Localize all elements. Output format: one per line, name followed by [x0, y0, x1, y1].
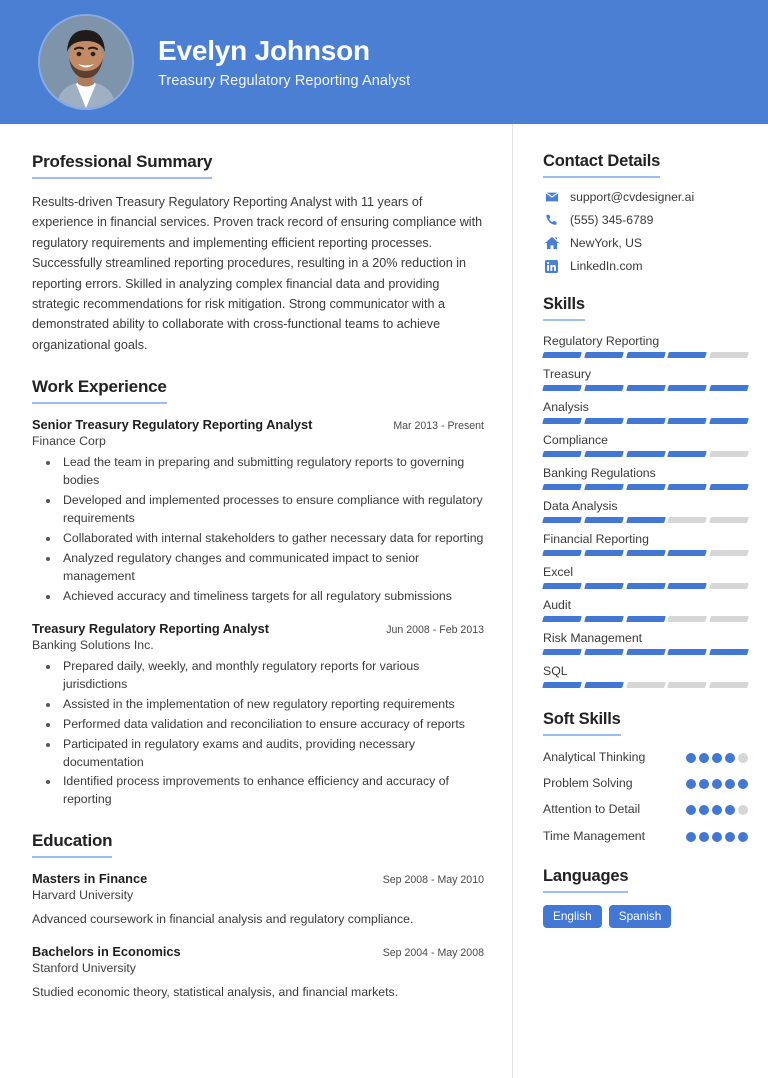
rating-dot	[712, 779, 722, 789]
soft-skill-item	[543, 828, 748, 845]
skill-bar-segment	[709, 352, 749, 358]
skill-item	[543, 466, 748, 490]
skill-bar-segment	[668, 550, 708, 556]
skill-bar-segment	[542, 517, 582, 523]
skill-bar-segment	[626, 550, 666, 556]
section-work-experience	[32, 377, 484, 809]
contact-value: (555) 345-6789	[570, 213, 654, 227]
resume-header	[0, 0, 768, 124]
skill-bar-segment	[584, 583, 624, 589]
soft-skill-item	[543, 749, 748, 766]
skill-level-bar	[543, 352, 748, 358]
skill-bar-segment	[626, 583, 666, 589]
skill-bar-segment	[542, 484, 582, 490]
skill-level-bar	[543, 517, 748, 523]
education-entry	[32, 944, 484, 1001]
experience-entry	[32, 621, 484, 810]
rating-dot	[738, 753, 748, 763]
experience-bullet: • Lead the team in preparing and submitting regulatory reports to governing bodies	[60, 454, 484, 490]
education-school: Stanford University	[32, 960, 136, 975]
skill-bar-segment	[668, 682, 708, 688]
professional-summary-text: Results-driven Treasury Regulatory Reporting Analyst with 11 years of experience in financial services. Proven track record of ensuring compliance with regulatory requirements and implementing efficient reporting processes. Successfully streamlined reporting procedures, resulting in a 20% reduction in reporting errors. Skilled in analyzing complex financial data and providing strategic recommendations for risk mitigation. Strong communicator with a demonstrated ability to collaborate with cross-functional teams to achieve organizational goals.	[32, 195, 483, 352]
education-degree: Bachelors in Economics	[32, 943, 181, 959]
skill-bar-segment	[584, 418, 624, 424]
education-list	[32, 871, 484, 1001]
section-contact-details	[543, 152, 748, 273]
skill-item	[543, 565, 748, 589]
skill-bar-segment	[709, 451, 749, 457]
skill-bar-segment	[668, 385, 708, 391]
skill-item	[543, 367, 748, 391]
soft-skill-label: Analytical Thinking	[543, 750, 646, 764]
experience-date: Jun 2008 - Feb 2013	[386, 623, 484, 636]
rating-dot	[738, 805, 748, 815]
soft-skill-label: Time Management	[543, 828, 646, 843]
experience-entry	[32, 417, 484, 606]
home-icon	[543, 236, 560, 250]
skill-label: Treasury	[543, 367, 592, 381]
skill-item	[543, 499, 748, 523]
skill-bar-segment	[709, 583, 749, 589]
skill-label: Excel	[543, 565, 574, 579]
right-column	[513, 124, 768, 1078]
section-title-work-experience: Work Experience	[32, 377, 167, 404]
skill-label: Audit	[543, 598, 572, 612]
section-title-languages: Languages	[543, 867, 628, 893]
skill-level-bar	[543, 484, 748, 490]
skill-bar-segment	[626, 352, 666, 358]
skill-bar-segment	[542, 352, 582, 358]
skill-bar-segment	[584, 451, 624, 457]
skill-bar-segment	[542, 418, 582, 424]
experience-bullet: • Participated in regulatory exams and audits, providing necessary documentation	[60, 736, 484, 772]
soft-skill-rating-dots	[686, 749, 748, 763]
education-entry-header	[32, 944, 484, 959]
skill-item	[543, 532, 748, 556]
section-education	[32, 831, 484, 1001]
rating-dot	[699, 805, 709, 815]
skill-bar-segment	[709, 517, 749, 523]
skill-label: Financial Reporting	[543, 532, 649, 546]
skill-level-bar	[543, 550, 748, 556]
section-languages	[543, 867, 748, 928]
education-description: Advanced coursework in financial analysis and regulatory compliance.	[32, 912, 414, 927]
skill-item	[543, 631, 748, 655]
skill-bar-segment	[542, 682, 582, 688]
education-entry-header	[32, 871, 484, 886]
experience-bullet: • Prepared daily, weekly, and monthly regulatory reports for various jurisdictions	[60, 658, 484, 694]
skill-bar-segment	[668, 649, 708, 655]
soft-skill-label: Attention to Detail	[543, 802, 641, 817]
education-description: Studied economic theory, statistical analysis, and financial markets.	[32, 984, 399, 999]
skill-label: SQL	[543, 664, 568, 678]
soft-skill-label: Problem Solving	[543, 776, 633, 791]
skill-level-bar	[543, 418, 748, 424]
skill-bar-segment	[668, 451, 708, 457]
skill-bar-segment	[668, 616, 708, 622]
rating-dot	[725, 805, 735, 815]
skill-bar-segment	[668, 352, 708, 358]
language-chip: English	[543, 905, 602, 928]
section-title-professional-summary: Professional Summary	[32, 152, 212, 179]
rating-dot	[725, 753, 735, 763]
skill-bar-segment	[626, 616, 666, 622]
experience-bullet: • Identified process improvements to enhance efficiency and accuracy of reporting	[60, 773, 484, 809]
skill-bar-segment	[584, 616, 624, 622]
section-title-contact-details: Contact Details	[543, 152, 660, 178]
skill-bar-segment	[584, 550, 624, 556]
skill-bar-segment	[584, 682, 624, 688]
rating-dot	[738, 779, 748, 789]
skill-bar-segment	[626, 649, 666, 655]
rating-dot	[699, 779, 709, 789]
experience-entry-header	[32, 621, 484, 636]
skill-level-bar	[543, 682, 748, 688]
person-name: Evelyn Johnson	[158, 34, 370, 66]
rating-dot	[738, 832, 748, 842]
skill-item	[543, 598, 748, 622]
rating-dot	[686, 779, 696, 789]
rating-dot	[686, 753, 696, 763]
education-date: Sep 2008 - May 2010	[382, 874, 484, 887]
skill-item	[543, 433, 748, 457]
section-skills	[543, 295, 748, 688]
skill-bar-segment	[584, 352, 624, 358]
experience-bullet-list	[48, 658, 484, 810]
contact-row[interactable]	[543, 236, 748, 250]
skill-bar-segment	[709, 682, 749, 688]
section-professional-summary	[32, 152, 484, 355]
contact-row[interactable]	[543, 213, 748, 227]
rating-dot	[725, 779, 735, 789]
skill-item	[543, 664, 748, 688]
skill-bar-segment	[626, 385, 666, 391]
skill-bar-segment	[709, 418, 749, 424]
skill-bar-segment	[542, 550, 582, 556]
skill-bar-segment	[626, 517, 666, 523]
soft-skill-item	[543, 775, 748, 792]
skill-level-bar	[543, 451, 748, 457]
soft-skill-item	[543, 801, 748, 818]
skill-level-bar	[543, 385, 748, 391]
left-column	[0, 124, 513, 1078]
rating-dot	[712, 753, 722, 763]
contact-value: LinkedIn.com	[570, 259, 643, 273]
phone-icon	[543, 213, 560, 227]
skill-bar-segment	[668, 418, 708, 424]
skill-bar-segment	[584, 484, 624, 490]
person-job-title: Treasury Regulatory Reporting Analyst	[158, 73, 411, 90]
languages-list	[543, 905, 748, 928]
rating-dot	[686, 805, 696, 815]
skills-list	[543, 334, 748, 688]
experience-bullet: • Collaborated with internal stakeholders to gather necessary data for reporting	[60, 530, 484, 548]
skill-item	[543, 334, 748, 358]
section-title-skills: Skills	[543, 295, 585, 321]
skill-bar-segment	[709, 649, 749, 655]
skill-bar-segment	[584, 649, 624, 655]
skill-bar-segment	[668, 484, 708, 490]
rating-dot	[712, 805, 722, 815]
experience-bullet: • Achieved accuracy and timeliness targets for all regulatory submissions	[60, 588, 484, 606]
skill-bar-segment	[668, 583, 708, 589]
education-school: Harvard University	[32, 888, 134, 903]
soft-skill-rating-dots	[686, 801, 748, 815]
education-date: Sep 2004 - May 2008	[382, 946, 484, 959]
skill-level-bar	[543, 649, 748, 655]
experience-list	[32, 417, 484, 809]
rating-dot	[686, 832, 696, 842]
skill-bar-segment	[542, 451, 582, 457]
skill-bar-segment	[709, 385, 749, 391]
resume-body	[0, 124, 768, 1078]
experience-bullet: • Performed data validation and reconciliation to ensure accuracy of reports	[60, 716, 484, 734]
envelope-icon	[543, 190, 560, 204]
skill-bar-segment	[584, 517, 624, 523]
skill-bar-segment	[709, 616, 749, 622]
soft-skills-list	[543, 749, 748, 845]
skill-bar-segment	[668, 517, 708, 523]
experience-role: Senior Treasury Regulatory Reporting Analyst	[32, 417, 313, 433]
contact-row[interactable]	[543, 259, 748, 273]
header-text-block	[158, 35, 410, 89]
language-chip: Spanish	[609, 905, 672, 928]
section-title-education: Education	[32, 831, 112, 858]
skill-label: Compliance	[543, 433, 608, 447]
rating-dot	[699, 832, 709, 842]
skill-bar-segment	[626, 484, 666, 490]
skill-bar-segment	[584, 385, 624, 391]
skill-label: Risk Management	[543, 631, 643, 645]
section-title-soft-skills: Soft Skills	[543, 710, 621, 736]
skill-level-bar	[543, 583, 748, 589]
skill-bar-segment	[542, 616, 582, 622]
linkedin-icon	[543, 260, 560, 273]
skill-label: Banking Regulations	[543, 466, 656, 480]
contact-value: support@cvdesigner.ai	[570, 190, 695, 204]
skill-level-bar	[543, 616, 748, 622]
experience-bullet: • Assisted in the implementation of new regulatory reporting requirements	[60, 696, 484, 714]
experience-company: Banking Solutions Inc.	[32, 637, 154, 652]
education-entry	[32, 871, 484, 928]
experience-bullet: • Developed and implemented processes to ensure compliance with regulatory requirements	[60, 492, 484, 528]
experience-company: Finance Corp	[32, 434, 106, 449]
skill-bar-segment	[542, 385, 582, 391]
experience-bullet-list	[48, 454, 484, 606]
section-soft-skills	[543, 710, 748, 845]
soft-skill-rating-dots	[686, 828, 748, 842]
contact-row[interactable]	[543, 190, 748, 204]
skill-bar-segment	[626, 682, 666, 688]
skill-bar-segment	[542, 583, 582, 589]
skill-bar-segment	[542, 649, 582, 655]
contact-value: NewYork, US	[570, 236, 643, 250]
rating-dot	[712, 832, 722, 842]
soft-skill-rating-dots	[686, 775, 748, 789]
education-degree: Masters in Finance	[32, 871, 148, 887]
experience-date: Mar 2013 - Present	[393, 420, 484, 433]
skill-label: Regulatory Reporting	[543, 334, 660, 348]
skill-bar-segment	[709, 484, 749, 490]
avatar	[40, 16, 132, 108]
experience-bullet: • Analyzed regulatory changes and communicated impact to senior management	[60, 550, 484, 586]
experience-entry-header	[32, 417, 484, 432]
skill-bar-segment	[626, 418, 666, 424]
skill-bar-segment	[709, 550, 749, 556]
skill-item	[543, 400, 748, 424]
experience-role: Treasury Regulatory Reporting Analyst	[32, 620, 270, 636]
rating-dot	[699, 753, 709, 763]
avatar-photo-icon	[40, 16, 132, 108]
skill-label: Analysis	[543, 400, 589, 414]
rating-dot	[725, 832, 735, 842]
skill-label: Data Analysis	[543, 499, 618, 513]
skill-bar-segment	[626, 451, 666, 457]
contact-list	[543, 190, 748, 273]
